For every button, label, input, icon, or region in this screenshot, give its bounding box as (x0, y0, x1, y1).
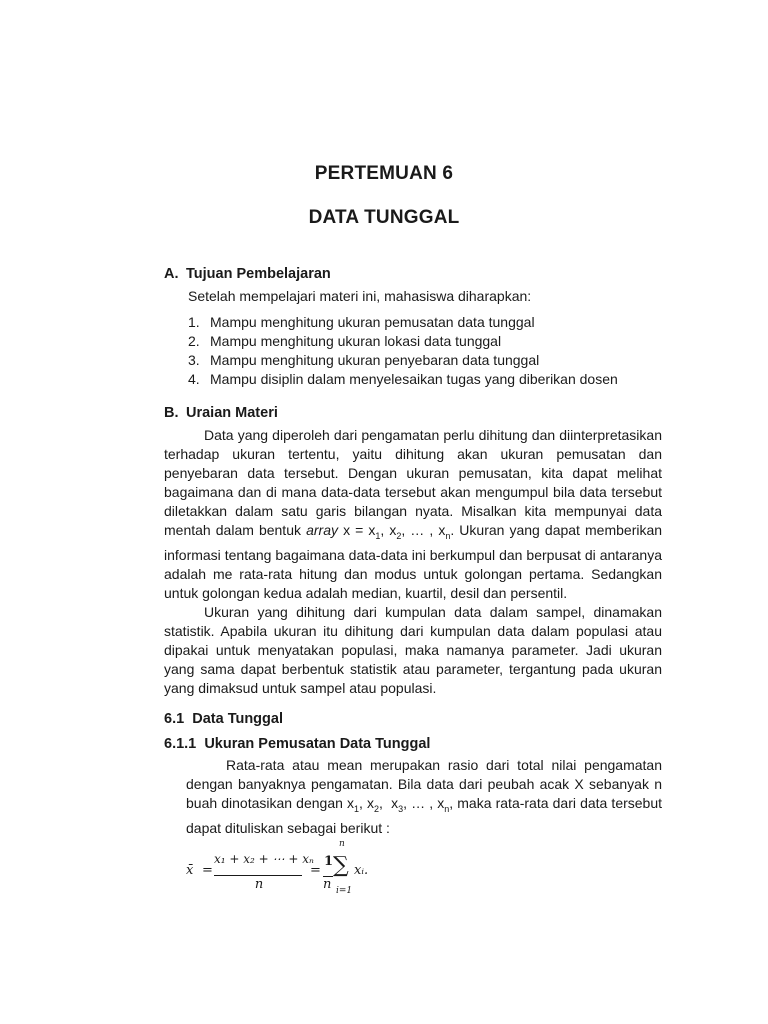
formula-one: 1 (324, 854, 334, 869)
paragraph: Data yang diperoleh dari pengamatan perlu dihitung dan diinterpretasikan terhadap ukuran tertentu, yaitu dihitung akan ukuran pemusatan dan penyebaran data tersebut. Dengan ukuran pemusatan, kita dapat melihat bagaimana dan di mana data-data tersebut akan mengumpul bila data tersebut diletakkan dalam satu garis bilangan nyata. Misalkan kita mempunyai data mentah dalam bentuk array $x = x_1$, $x_2$, … , $x_n$. Ukuran yang dapat memberikan informasi tentang bagaimana data-data ini berkumpul dan berpusat di antaranya adalah me rata-rata hitung dan modus untuk golongan pertama. Sedangkan untuk golongan kedua adalah median, kuartil, desil dan persentil. (164, 427, 663, 601)
list-item-number: 4. (188, 371, 200, 387)
paragraph: Rata-rata atau mean merupakan rasio dari total nilai pengamatan dengan banyaknya pengamatan. Bila data dari peubah acak X sebanyak n buah dinotasikan dengan $x_1$, $x_2$, $x_3$, … , $x_n$, maka rata-rata dari data tersebut dapat dituliskan sebagai berikut : (186, 757, 663, 836)
section-b-heading (164, 405, 278, 421)
formula-numerator: x₁ + x₂ + ⋯ + xₙ (214, 852, 314, 866)
array-term: array (306, 522, 338, 538)
paragraph-text: Rata-rata atau mean merupakan rasio dari total nilai pengamatan dengan banyaknya pengamatan. Bila data dari peubah acak X sebanyak n buah dinotasikan dengan x (186, 757, 662, 811)
page-subtitle: DATA TUNGGAL (308, 207, 460, 228)
sum-upper-limit: n (339, 839, 345, 849)
subsection-number: 6.1 (164, 711, 185, 727)
formula-n: n (323, 877, 332, 892)
subsection-heading (164, 711, 283, 727)
list-item (188, 370, 658, 389)
fraction-bar (214, 875, 302, 876)
section-a-title: Tujuan Pembelajaran (186, 266, 331, 282)
sigma-symbol: ∑ (333, 853, 349, 878)
list-item-text: Mampu menghitung ukuran penyebaran data tunggal (210, 352, 540, 368)
list-item (188, 313, 658, 332)
subsection-title: Data Tunggal (192, 711, 283, 727)
list-item-number: 1. (188, 314, 200, 330)
paragraph-text: . Ukuran yang dapat memberikan informasi tentang bagaimana data-data ini berkumpul dan berpusat di antaranya adalah me rata-rata hitung dan modus untuk golongan pertama. Sedangkan untuk golongan kedua adalah median, kuartil, desil dan persentil. (164, 522, 663, 601)
paragraph: Ukuran yang dihitung dari kumpulan data dalam sampel, dinamakan statistik. Apabila ukuran itu dihitung dari kumpulan data dalam populasi atau dipakai untuk menyatakan populasi, maka namanya parameter. Jadi ukuran yang sama dapat berbentuk statistik atau parameter, tergantung pada ukuran yang dimaksud untuk sampel atau populasi. (164, 603, 662, 696)
sum-term: xᵢ. (354, 863, 369, 878)
subsubsection-title: Ukuran Pemusatan Data Tunggal (204, 736, 431, 752)
section-b-title: Uraian Materi (186, 405, 278, 421)
paragraph-text: , maka rata-rata dari data tersebut dapat dituliskan sebagai berikut : (186, 795, 663, 836)
formula-lhs: x̄ (186, 863, 194, 878)
paragraph-text: Data yang diperoleh dari pengamatan perlu dihitung dan diinterpretasikan terhadap ukuran tertentu, yaitu dihitung akan ukuran pemusatan dan penyebaran data tersebut. Dengan ukuran pemusatan, kita dapat melihat bagaimana dan di mana data-data tersebut akan mengumpul bila data tersebut diletakkan dalam satu garis bilangan nyata. Misalkan kita mempunyai data mentah dalam bentuk (164, 427, 662, 538)
list-item-number: 2. (188, 333, 200, 349)
section-b-label: B. (164, 405, 179, 421)
math-inline: x = x (343, 522, 376, 538)
list-item-number: 3. (188, 352, 200, 368)
section-a-intro: Setelah mempelajari materi ini, mahasiswa diharapkan: (188, 288, 532, 304)
subsection-body (186, 756, 662, 838)
list-item (188, 351, 658, 370)
objectives-list (188, 313, 658, 389)
section-a-label: A. (164, 266, 179, 282)
list-item-text: Mampu menghitung ukuran lokasi data tunggal (210, 333, 502, 349)
list-item-text: Mampu disiplin dalam menyelesaikan tugas yang diberikan dosen (210, 371, 618, 387)
section-b-body (164, 426, 662, 698)
mean-formula (186, 839, 416, 896)
formula-equals: = (202, 863, 213, 878)
subsubsection-number: 6.1.1 (164, 736, 197, 752)
subsubsection-heading (164, 736, 430, 752)
sum-lower-limit: i=1 (336, 886, 353, 896)
page-title: PERTEMUAN 6 (314, 163, 454, 184)
section-a-heading (164, 266, 331, 282)
list-item (188, 332, 658, 351)
list-item-text: Mampu menghitung ukuran pemusatan data tunggal (210, 314, 535, 330)
formula-denominator: n (254, 877, 264, 892)
formula-equals: = (310, 863, 321, 878)
